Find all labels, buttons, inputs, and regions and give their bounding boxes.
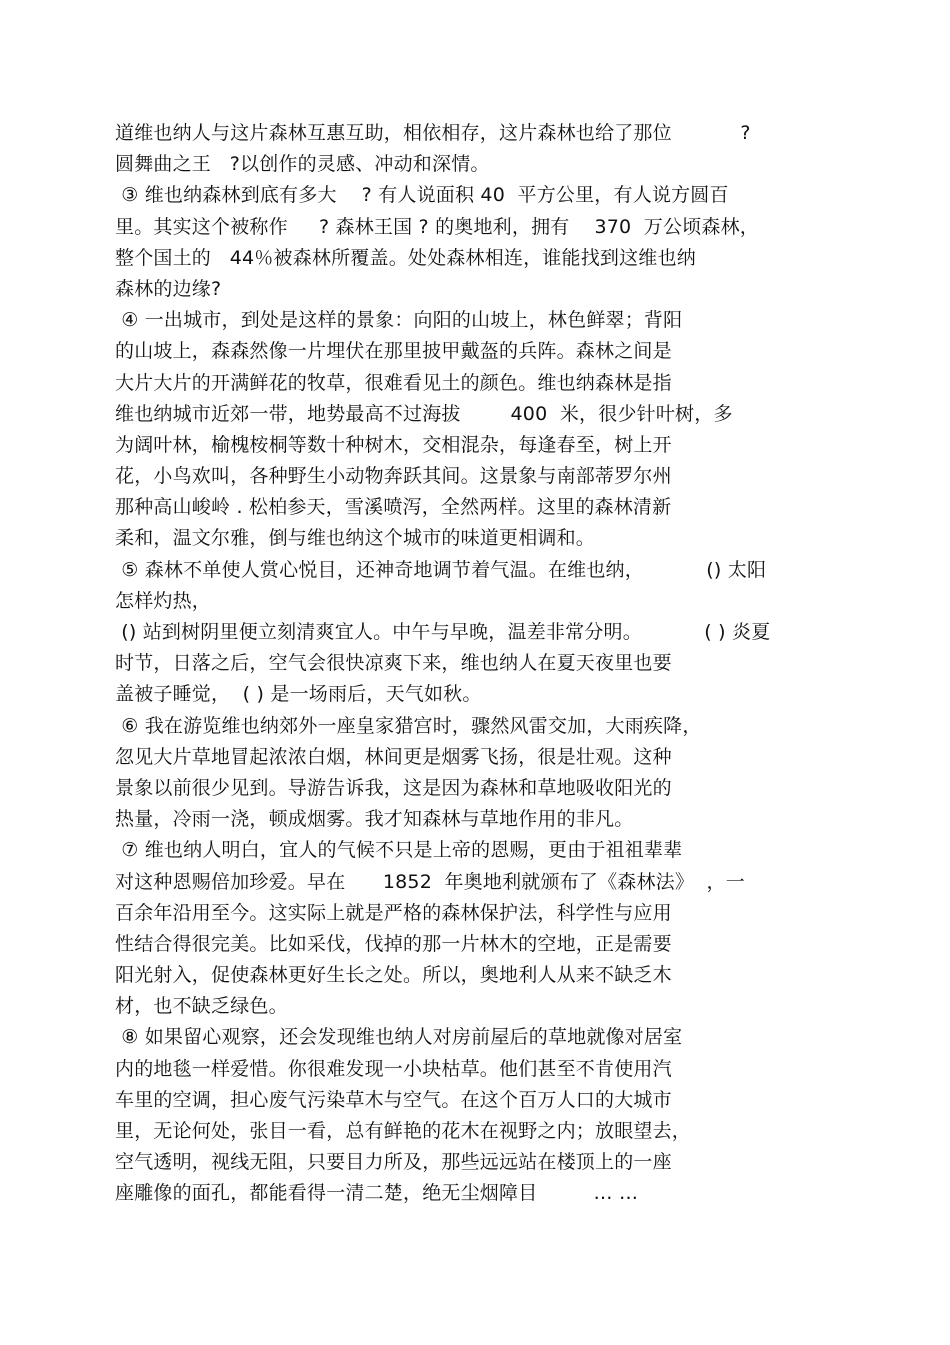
text-line: 里，无论何处，张目一看，总有鲜艳的花木在视野之内；放眼望去，: [115, 1120, 692, 1142]
text-line: 维也纳城市近郊一带，地势最高不过海拔 400 米，很少针叶树，多: [115, 402, 733, 425]
article-text: [115, 118, 840, 1210]
text-line: 道维也纳人与这片森林互惠互助，相依相存，这片森林也给了那位 ?: [115, 122, 751, 144]
text-line: 花，小鸟欢叫，各种野生小动物奔跃其间。这景象与南部蒂罗尔州: [115, 465, 672, 488]
text-line: 里。其实这个被称作 ? 森林王国 ? 的奥地利，拥有 370 万公顷森林，: [115, 215, 759, 238]
text-line: () 站到树阴里便立刻清爽宜人。中午与早晚，温差非常分明。 ( ) 炎夏: [115, 621, 771, 643]
text-line: 整个国土的 44％被森林所覆盖。处处森林相连，谁能找到这维也纳: [115, 246, 696, 269]
paragraph-4-start: ④ 一出城市，到处是这样的景象：向阳的山坡上，林色鲜翠；背阳: [115, 309, 683, 332]
text-line: 内的地毯一样爱惜。你很难发现一小块枯草。他们甚至不肯使用汽: [115, 1057, 672, 1080]
paragraph-6-start: ⑥ 我在游览维也纳郊外一座皇家猎宫时，骤然风雷交加，大雨疾降，: [115, 714, 702, 737]
text-line: 柔和，温文尔雅，倒与维也纳这个城市的味道更相调和。: [115, 527, 596, 550]
text-line: 大片大片的开满鲜花的牧草，很难看见土的颜色。维也纳森林是指: [115, 371, 672, 394]
text-line: 车里的空调，担心废气污染草木与空气。在这个百万人口的大城市: [115, 1088, 672, 1111]
text-line: 盖被子睡觉， ( ) 是一场雨后，天气如秋。: [115, 683, 482, 706]
paragraph-7-start: ⑦ 维也纳人明白，宜人的气候不只是上帝的恩赐，更由于祖祖辈辈: [115, 839, 683, 862]
text-line: 空气透明，视线无阻，只要目力所及，那些远远站在楼顶上的一座: [115, 1151, 672, 1174]
text-line: 怎样灼热，: [115, 589, 212, 612]
text-line: 材，也不缺乏绿色。: [115, 995, 288, 1018]
text-line: 热量，冷雨一浇，顿成烟雾。我才知森林与草地作用的非凡。: [115, 808, 634, 831]
text-line: 圆舞曲之王 ?以创作的灵感、冲动和深情。: [115, 153, 490, 176]
paragraph-3-start: ③ 维也纳森林到底有多大 ? 有人说面积 40 平方公里，有人说方圆百: [115, 184, 729, 207]
text-line: 忽见大片草地冒起浓浓白烟，林间更是烟雾飞扬，很是壮观。这种: [115, 745, 672, 768]
text-line: 座雕像的面孔，都能看得一清二楚，绝无尘烟障目 … …: [115, 1182, 639, 1205]
paragraph-5-start: ⑤ 森林不单使人赏心悦目，还神奇地调节着气温。在维也纳， () 太阳: [115, 558, 767, 581]
text-line: 森林的边缘?: [115, 277, 222, 300]
text-line: 性结合得很完美。比如采伐，伐掉的那一片林木的空地，正是需要: [115, 932, 672, 955]
text-line: 为阔叶林，榆槐桉桐等数十种树木，交相混杂，每逢春至，树上开: [115, 433, 672, 456]
text-line: 百余年沿用至今。这实际上就是严格的森林保护法，科学性与应用: [115, 901, 672, 924]
text-line: 的山坡上，森森然像一片埋伏在那里披甲戴盔的兵阵。森林之间是: [115, 340, 672, 363]
text-line: 阳光射入，促使森林更好生长之处。所以，奥地利人从来不缺乏木: [115, 964, 672, 987]
text-line: 景象以前很少见到。导游告诉我，这是因为森林和草地吸收阳光的: [115, 776, 672, 799]
text-line: 对这种恩赐倍加珍爱。早在 1852 年奥地利就颁布了《森林法》 ，一: [115, 870, 745, 893]
paragraph-8-start: ⑧ 如果留心观察，还会发现维也纳人对房前屋后的草地就像对居室: [115, 1026, 683, 1049]
text-line: 那种高山峻岭 . 松柏参天，雪溪喷泻，全然两样。这里的森林清新: [115, 496, 672, 519]
text-line: 时节，日落之后，空气会很快凉爽下来，维也纳人在夏天夜里也要: [115, 652, 672, 675]
